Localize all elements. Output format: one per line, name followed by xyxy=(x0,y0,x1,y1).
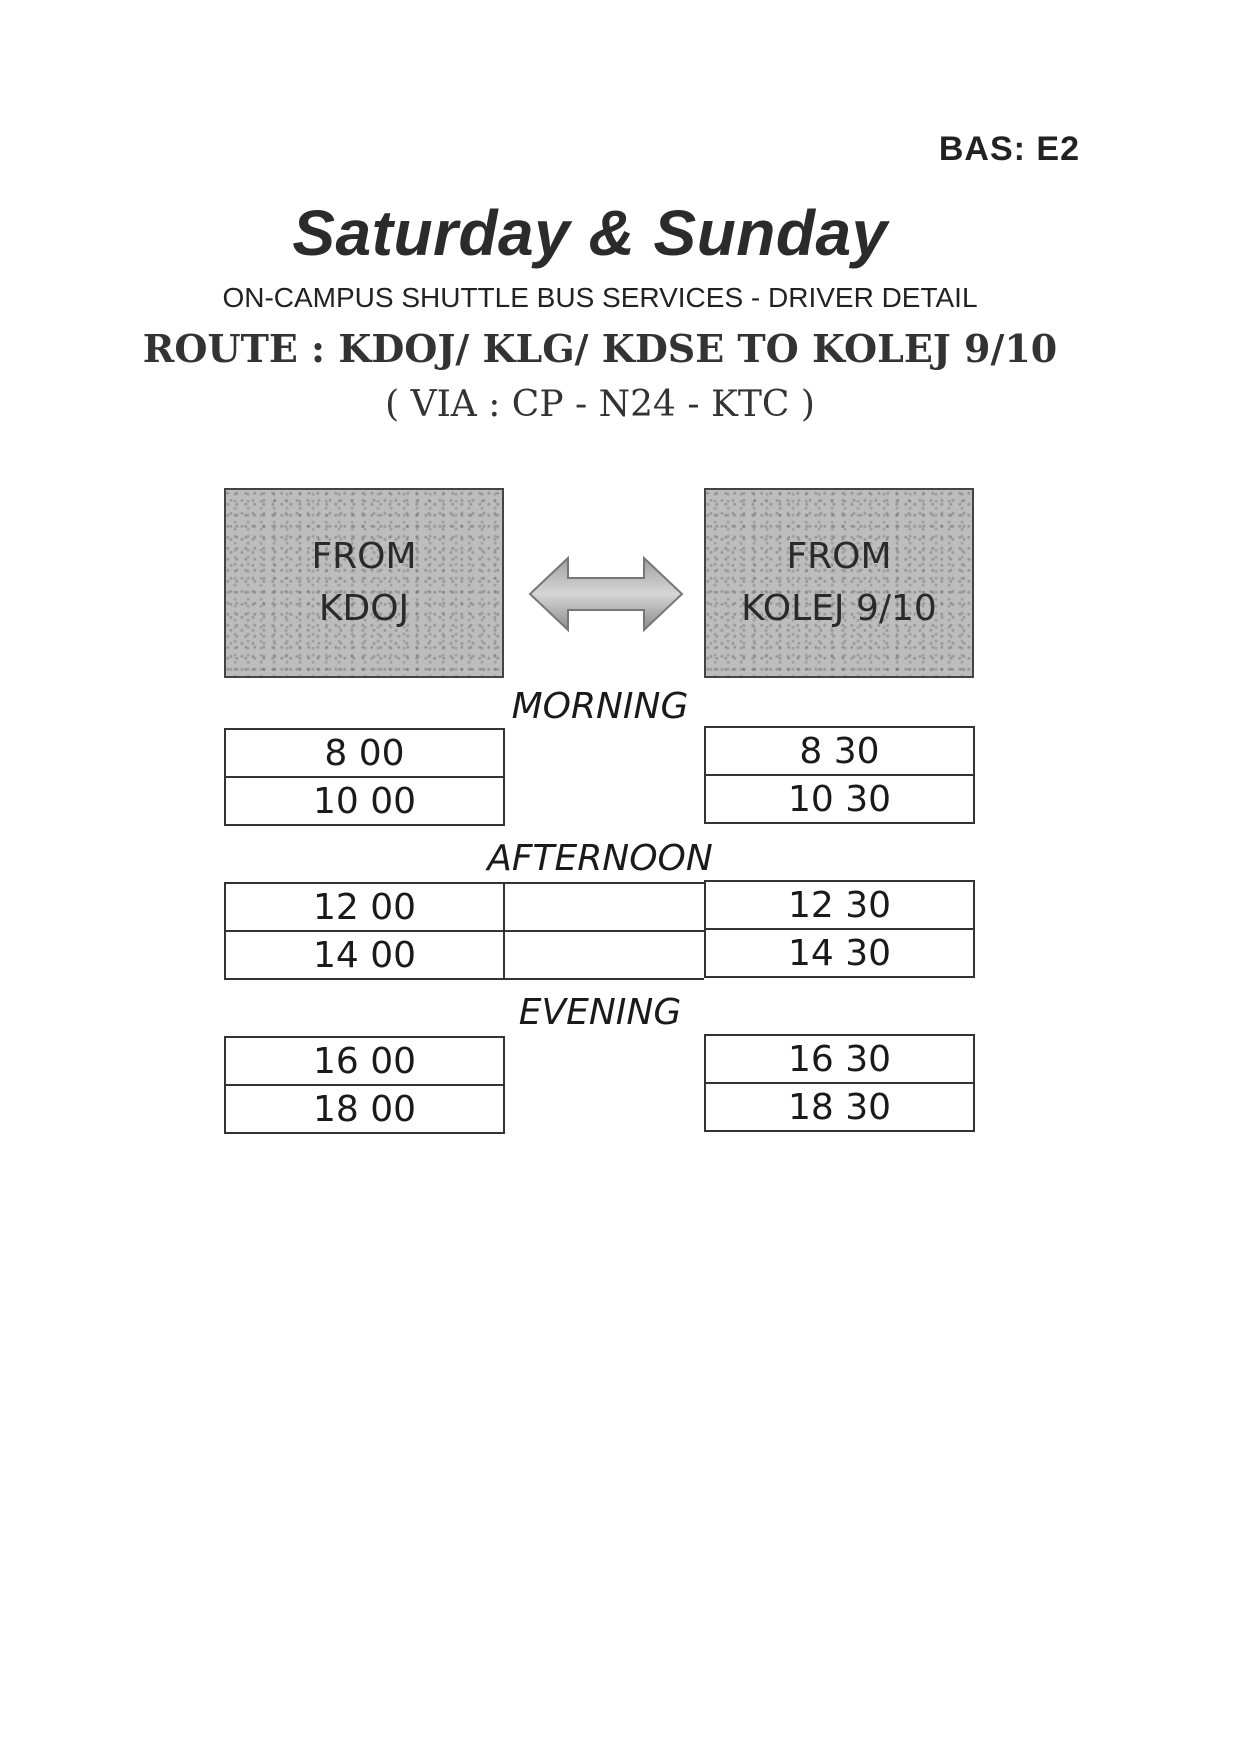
origin-left-line2: KDOJ xyxy=(318,588,410,629)
time-cell: 8 30 xyxy=(705,727,974,775)
origin-left-line1: FROM xyxy=(311,536,417,577)
evening-left-times xyxy=(224,1036,505,1134)
afternoon-right-times xyxy=(704,880,975,978)
time-cell: 16 30 xyxy=(705,1035,974,1083)
route-line: ROUTE : KDOJ/ KLG/ KDSE TO KOLEJ 9/10 xyxy=(142,326,1058,371)
time-cell: 8 00 xyxy=(225,729,504,777)
origin-box-left xyxy=(224,488,504,678)
time-cell: 10 00 xyxy=(225,777,504,825)
origin-box-right xyxy=(704,488,974,678)
time-cell: 12 30 xyxy=(705,881,974,929)
double-arrow-icon xyxy=(528,556,684,632)
time-cell: 14 30 xyxy=(705,929,974,977)
period-evening-label: EVENING xyxy=(518,992,682,1033)
via-line: ( VIA : CP - N24 - KTC ) xyxy=(385,384,815,425)
time-cell: 18 00 xyxy=(225,1085,504,1133)
bus-code: BAS: E2 xyxy=(938,130,1080,168)
evening-right-times xyxy=(704,1034,975,1132)
time-cell: 16 00 xyxy=(225,1037,504,1085)
origin-right-line1: FROM xyxy=(786,536,892,577)
origin-right-line2: KOLEJ 9/10 xyxy=(741,588,937,629)
afternoon-connector-divider xyxy=(505,930,704,932)
time-cell: 10 30 xyxy=(705,775,974,823)
page-subtitle: ON-CAMPUS SHUTTLE BUS SERVICES - DRIVER DETAIL xyxy=(222,282,978,313)
afternoon-left-times xyxy=(224,882,505,980)
morning-left-times xyxy=(224,728,505,826)
time-cell: 12 00 xyxy=(225,883,504,931)
period-afternoon-label: AFTERNOON xyxy=(487,838,713,879)
morning-right-times xyxy=(704,726,975,824)
time-cell: 18 30 xyxy=(705,1083,974,1131)
page-title: Saturday & Sunday xyxy=(292,197,888,269)
period-morning-label: MORNING xyxy=(511,686,689,727)
time-cell: 14 00 xyxy=(225,931,504,979)
